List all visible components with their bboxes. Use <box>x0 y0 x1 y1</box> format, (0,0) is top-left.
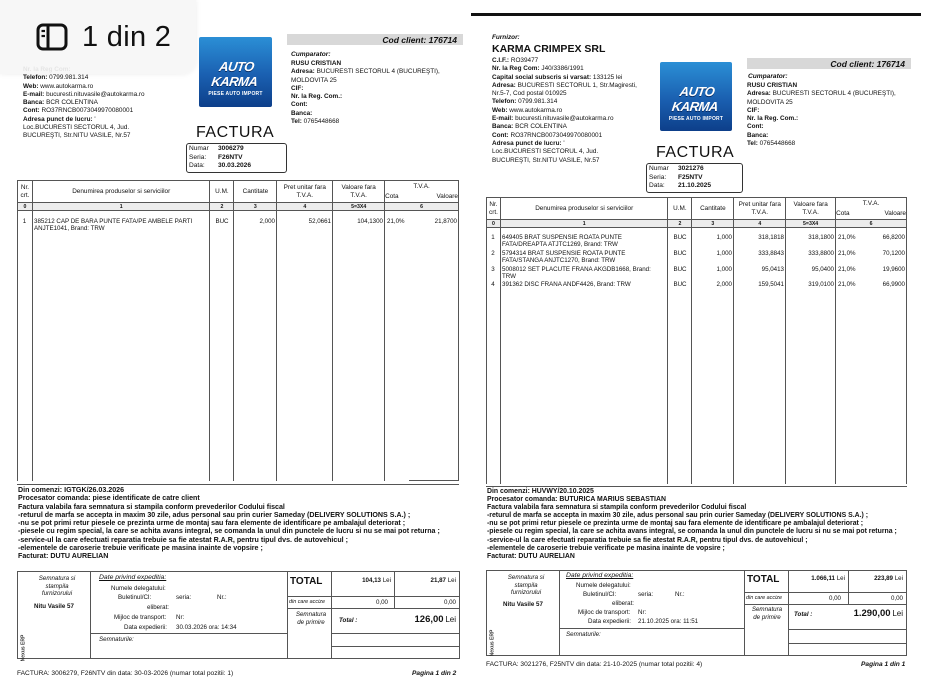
cell-tva: 66,8200 <box>882 234 905 241</box>
text-right-supplier-11-v: Loc.BUCURESTI SECTORUL 4, Jud. <box>492 148 599 156</box>
text-right-facturat: Facturat: DUTU AURELIAN <box>487 552 575 560</box>
text-right-furnizor_label: Furnizor: <box>492 34 520 41</box>
info-line <box>23 91 145 99</box>
text-left-supplier-1-v: 0799.981.314 <box>49 74 89 82</box>
buyer-block <box>291 60 440 126</box>
note-line: -returul de marfa se accepta in maxim 30 zile, adus personal sau prin curier Sameday (DELIVERY SOLUTIONS S.A.) ; <box>18 510 411 519</box>
info-line <box>492 65 637 73</box>
text-right-numar_label: Numar <box>649 165 669 172</box>
supplier-signature-label: Semnatura si stampila furnizorului <box>38 575 76 597</box>
text-right-total_val: 1.066,11 <box>811 575 835 582</box>
info-line <box>492 90 637 98</box>
info-line <box>23 107 145 115</box>
info-line <box>747 132 896 140</box>
cell-nr: 4 <box>491 281 495 289</box>
text-right-headers-3: Cantitate <box>692 198 734 220</box>
cell-val: 104,1300 <box>357 218 383 225</box>
info-line <box>492 148 637 156</box>
cod-client-bar: Cod client: 176714 <box>747 58 911 69</box>
text-right-buyer-1-v: BUCURESTI SECTORUL 4 (BUCUREŞTI), <box>772 90 896 98</box>
page-counter-text: 1 din 2 <box>82 20 172 53</box>
text-left-lei: Lei <box>445 615 456 624</box>
note-line: -service-ul la care efectuati reparatia trebuie sa fie atestat R.A.R, pentru tipul dvs. de autovehicul ; <box>18 535 348 544</box>
text-left-supplier-2-t: Web: <box>23 82 39 90</box>
text-left-buyer-5-t: Cont: <box>291 101 308 109</box>
table-row <box>486 281 907 288</box>
text-right-headers-7: Cota <box>836 210 859 220</box>
text-right-headers-5: Valoare fara T.V.A. <box>786 198 836 220</box>
work-point-label: Nitu Vasile 57 <box>34 603 74 610</box>
text-right-supplier-9-t: Cont: <box>492 131 509 139</box>
info-line <box>291 118 440 126</box>
text-left-colnums-1: 1 <box>32 203 209 211</box>
text-right-seria: F25NTV <box>678 173 703 181</box>
text-right-semn_prim: Semnatura de primire <box>751 606 783 621</box>
text-right-semnaturile: Semnaturile: <box>566 631 601 638</box>
text-right-data_exp_label: Data expedierii: <box>588 618 631 625</box>
text-right-total_tva: 223,89 <box>874 575 893 582</box>
text-right-headers-4: Pret unitar fara T.V.A. <box>734 198 786 220</box>
text-left-numele_del: Numele delegatului: <box>111 585 166 592</box>
nexus-erp-label: Nexus ERP <box>20 634 27 662</box>
text-right-buyer-4-t: Nr. la Reg. Com.: <box>747 115 799 123</box>
invoice-number-box <box>186 143 287 173</box>
text-right-eliberat: eliberat: <box>612 600 635 607</box>
cell-nr: 1 <box>491 234 495 241</box>
cell-cota: 21,0% <box>838 265 856 273</box>
cell-pu: 95,0413 <box>761 265 784 273</box>
text-left-seria_label: Seria: <box>189 153 207 161</box>
text-right-supplier-1-v: J40/3386/1991 <box>541 65 584 73</box>
info-line <box>291 110 440 118</box>
cell-tva: 66,9900 <box>882 281 905 289</box>
text-left-supplier-8-v: BUCUREŞTI, Str.NITU VASILE, Nr.57 <box>23 132 131 140</box>
text-left-colnums-5: 5=3X4 <box>333 203 385 211</box>
text-right-data: 21.10.2025 <box>678 182 712 189</box>
text-right-supplier-2-v: 133125 lei <box>592 73 623 81</box>
info-line <box>747 140 896 148</box>
text-right-lei: Lei <box>894 575 903 582</box>
text-left-supplier-5-t: Cont: <box>23 107 40 115</box>
cell-cant: 1,000 <box>716 265 732 273</box>
cell-val: 318,1800 <box>808 234 834 241</box>
text-left-numar: 3006279 <box>218 145 244 152</box>
company-logo <box>199 37 272 107</box>
col-tva-valoare: Valoare <box>409 193 459 203</box>
text-right-colnums-6: 6 <box>836 220 907 228</box>
invoice-number-box <box>646 163 743 193</box>
text-right-supplier-4-v: Nr.5-7, Cod postal 010925 <box>492 90 567 98</box>
info-line <box>291 93 440 101</box>
cell-cota: 21,0% <box>387 218 405 225</box>
text-right-din_care: din care accize <box>746 595 782 601</box>
text-right-din_comenzi: Din comenzi: HUVWY/20.10.2025 <box>487 488 594 495</box>
text-left-total2_label: Total : <box>339 617 358 624</box>
text-left-mijloc: Mijloc de transport: <box>114 614 167 621</box>
text-right-headers-6: T.V.A. <box>836 198 907 210</box>
text-left-buyer-2-v: MOLDOVITA 25 <box>291 76 337 84</box>
text-right-buyer-1-t: Adresa: <box>747 90 771 98</box>
note-line: -piesele cu regim special, la care se achita avans integral, se comanda la unul din punctele de lucru si nu se mai pot returna ; <box>18 527 440 536</box>
text-right-colnums-4: 4 <box>734 220 786 228</box>
col-um: U.M. <box>210 181 234 203</box>
text-left-supplier-6-t: Adresa punct de lucru: <box>23 115 93 123</box>
text-left-eliberat: eliberat: <box>147 604 170 611</box>
buyer-title: Cumparator: <box>748 73 788 80</box>
text-right-colnums-3: 3 <box>692 220 734 228</box>
text-right-headers-0: Nr. crt. <box>487 198 501 220</box>
page-indicator: Pagina 1 din 1 <box>861 661 906 668</box>
text-right-data_exp: 21.10.2025 ora: 11:51 <box>638 618 699 625</box>
cell-pu: 52,0661 <box>308 218 331 225</box>
cell-um: BUC <box>673 234 687 241</box>
text-left-supplier-7-v: Loc.BUCURESTI SECTORUL 4, Jud. <box>23 124 130 132</box>
text-left-lei: Lei <box>447 577 456 584</box>
text-right-buyer-6-t: Banca: <box>747 131 769 139</box>
note-line: Factura valabila fara semnatura si stampila conform prevederilor Codului fiscal <box>487 504 747 512</box>
cell-cota: 21,0% <box>838 281 856 289</box>
cell-nr: 1 <box>22 218 27 225</box>
text-right-buyer-0-v: RUSU CRISTIAN <box>747 82 798 89</box>
text-left-total_val: 104,13 <box>362 577 381 584</box>
cell-den: 385212 CAP DE BARA PUNTE FATA/PE AMBELE PARTI ANJTE1041, Brand: TRW <box>34 218 193 233</box>
cell-um: BUC <box>215 218 229 225</box>
text-right-supplier-6-t: Web: <box>492 106 508 114</box>
text-left-supplier-1-t: Telefon: <box>23 74 48 82</box>
info-line <box>492 123 637 131</box>
cell-tva: 70,1200 <box>882 249 905 257</box>
text-left-total_tva: 21,87 <box>430 577 446 584</box>
text-right-date_exp: Date privind expeditia: <box>566 572 634 579</box>
text-left-din_care: din care accize <box>289 599 325 605</box>
text-right-lei: Lei <box>836 575 845 582</box>
text-right-total2_label: Total : <box>794 611 813 618</box>
cell-cant: 2,000 <box>259 218 275 225</box>
supplier-block <box>492 57 637 165</box>
info-line <box>291 85 440 93</box>
info-line <box>492 74 637 82</box>
text-right-headers-8: Valoare <box>859 210 907 220</box>
text-right-supplier-5-v: 0799.981.314 <box>518 98 558 106</box>
text-left-acc2: 0,00 <box>443 599 456 606</box>
text-right-buyer-3-t: CIF: <box>747 106 760 114</box>
info-line <box>492 157 637 165</box>
text-right-buletin: Buletinul/CI: <box>583 591 617 598</box>
text-right-supplier-12-v: BUCUREŞTI, Str.NITU VASILE, Nr.57 <box>492 156 600 164</box>
text-left-data: 30.03.2026 <box>218 162 252 169</box>
text-right-logo-main: AUTO KARMA <box>670 84 719 114</box>
text-left-total2: 126,00 <box>414 614 444 625</box>
info-line <box>492 82 637 90</box>
page-counter-pill[interactable] <box>0 0 196 74</box>
text-left-buyer-0-v: RUSU CRISTIAN <box>291 60 342 67</box>
cell-pu: 318,1818 <box>758 234 784 241</box>
info-line <box>747 107 896 115</box>
text-left-supplier-4-t: Banca: <box>23 99 45 107</box>
cell-cant: 1,000 <box>716 249 732 257</box>
text-right-supplier-5-t: Telefon: <box>492 98 517 106</box>
table-row <box>486 234 907 249</box>
text-right-buyer-7-v: 0765448668 <box>759 140 796 148</box>
text-left-buyer-4-t: Nr. la Reg. Com.: <box>291 93 343 101</box>
col-valoare: Valoare fara T.V.A. <box>333 181 385 203</box>
text-right-supplier-9-v: RO37RNCB0073049970080001 <box>510 131 603 139</box>
text-left-logo-sub: PIESE AUTO IMPORT <box>208 91 263 97</box>
text-left-numar_label: Numar <box>189 145 209 152</box>
text-right-supplier-10-t: Adresa punct de lucru: <box>492 139 562 147</box>
company-logo <box>660 62 732 131</box>
cell-um: BUC <box>673 265 687 273</box>
info-line <box>23 99 145 107</box>
notes-block <box>18 486 463 561</box>
cell-tva: 21,8700 <box>434 218 457 225</box>
text-right-seria_bl: seria: <box>638 591 654 598</box>
text-right-supplier-8-v: BCR COLENTINA <box>515 123 567 131</box>
info-line <box>492 140 637 148</box>
info-line <box>747 90 896 98</box>
text-left-nr_bl: Nr.: <box>217 594 227 601</box>
col-tva: T.V.A. <box>385 181 459 193</box>
text-left-supplier-3-v: bucuresti.nituvasile@autokarma.ro <box>46 90 145 98</box>
text-left-colnums-6: 6 <box>385 203 459 211</box>
invoice-title: FACTURA <box>196 124 275 141</box>
items-list <box>486 234 907 290</box>
note-line: Factura valabila fara semnatura si stampila conform prevederilor Codului fiscal <box>18 502 285 511</box>
cell-val: 319,0100 <box>808 281 834 289</box>
text-left-mijloc_nr: Nr: <box>176 614 185 621</box>
note-line: -elementele de caroserie trebuie verificate pe masina inainte de vopsire ; <box>18 544 263 553</box>
text-left-data_exp: 30.03.2026 ora: 14:34 <box>176 624 237 631</box>
col-nr: Nr. crt. <box>18 181 33 203</box>
note-line: -nu se pot primi retur piesele ce prezinta urme de montaj sau fara elemente de identificare pe ambalajul deteriorat ; <box>18 519 406 528</box>
col-denumire: Denumirea produselor si serviciilor <box>32 181 209 203</box>
info-line <box>747 82 896 90</box>
note-line: -elementele de caroserie trebuie verificate pe masina inainte de vopsire ; <box>487 544 725 552</box>
text-right-lei: Lei <box>892 609 903 618</box>
invoice-title: FACTURA <box>656 144 735 161</box>
cell-den: 5008012 SET PLACUTE FRANA AKGDB1668, Brand: TRW <box>502 265 651 281</box>
info-line <box>492 115 637 123</box>
text-left-procesator: Procesator comanda: piese identificate de catre client <box>18 494 200 503</box>
col-cota: Cota <box>385 193 409 203</box>
text-left-seria: F26NTV <box>218 153 243 161</box>
text-right-buyer-2-v: MOLDOVITA 25 <box>747 98 793 106</box>
text-right-buyer-5-t: Cont: <box>747 123 764 131</box>
buyer-block <box>747 82 896 148</box>
text-left-data_exp_label: Data expedierii: <box>124 624 167 631</box>
table-row <box>17 218 459 233</box>
table-row <box>486 250 907 265</box>
table-row <box>486 266 907 281</box>
text-left-buletin: Buletinul/CI: <box>118 594 152 601</box>
text-left-date_exp: Date privind expeditia: <box>99 574 167 581</box>
text-right-supplier-0-t: C.I.F.: <box>492 57 510 64</box>
text-left-semnaturile: Semnaturile: <box>99 636 134 643</box>
cell-cant: 1,000 <box>716 234 732 241</box>
text-left-buyer-3-t: CIF: <box>291 84 304 92</box>
text-right-acc1: 0,00 <box>828 595 841 602</box>
text-right-supplier-6-v: www.autokarma.ro <box>509 106 563 114</box>
info-line <box>492 132 637 140</box>
note-line: -nu se pot primi retur piesele ce prezinta urme de montaj sau fara elemente de identificare pe ambalajul deteriorat ; <box>487 520 864 528</box>
text-right-numar: 3021276 <box>678 165 704 172</box>
text-left-logo-main: AUTO KARMA <box>210 59 259 89</box>
supplier-name: KARMA CRIMPEX SRL <box>492 43 606 55</box>
cell-um: BUC <box>673 249 687 257</box>
info-line <box>291 68 440 76</box>
text-right-colnums-1: 1 <box>500 220 667 228</box>
note-line: -returul de marfa se accepta in maxim 30 zile, adus personal sau prin curier Sameday (DELIVERY SOLUTIONS S.A.) ; <box>487 512 869 520</box>
cell-um: BUC <box>673 281 687 289</box>
text-left-supplier-3-t: E-mail: <box>23 90 45 98</box>
info-line <box>291 60 440 68</box>
notes-block <box>487 488 927 561</box>
info-line <box>23 74 145 82</box>
cell-den: 391362 DISC FRANA ANDF4426, Brand: TRW <box>502 281 631 289</box>
cell-den: 649405 BRAT SUSPENSIE ROATA PUNTE FATA/DREAPTA ATJTC1269, Brand: TRW <box>502 234 622 249</box>
text-right-procesator: Procesator comanda: BUTURICA MARIUS SEBASTIAN <box>487 496 666 504</box>
text-right-supplier-3-t: Adresa: <box>492 81 516 89</box>
cell-den: 5794314 BRAT SUSPENSIE ROATA PUNTE FATA/STANGA ANJTC1270, Brand: TRW <box>502 249 626 265</box>
info-line <box>291 101 440 109</box>
footer-text: FACTURA: 3006279, F26NTV din data: 30-03-2026 (numar total pozitii: 1) <box>17 670 234 677</box>
text-left-buyer-1-v: BUCURESTI SECTORUL 4 (BUCUREŞTI), <box>316 68 440 76</box>
text-left-semn_prim: Semnatura de primire <box>295 611 327 626</box>
text-left-colnums-0: 0 <box>18 203 33 211</box>
text-right-mijloc_nr: Nr: <box>638 609 647 616</box>
text-right-supplier-2-t: Capital social subscris si varsat: <box>492 73 592 81</box>
invoice-page-right <box>471 0 932 700</box>
info-line <box>23 116 145 124</box>
text-left-buyer-1-t: Adresa: <box>291 68 315 76</box>
text-left-buyer-7-v: 0765448668 <box>303 118 340 126</box>
text-right-total_label: TOTAL <box>747 574 780 585</box>
text-left-supplier-6-v: ' <box>94 115 96 123</box>
cell-pu: 333,8843 <box>758 249 784 257</box>
cell-nr: 2 <box>491 249 495 257</box>
info-line <box>23 83 145 91</box>
info-line <box>23 124 145 132</box>
text-left-colnums-4: 4 <box>277 203 333 211</box>
col-pret: Pret unitar fara T.V.A. <box>277 181 333 203</box>
text-right-supplier-1-t: Nr. la Reg Com: <box>492 65 540 73</box>
text-right-nexus: Nexus ERP <box>489 629 496 657</box>
text-left-supplier-5-v: RO37RNCB0073049970080001 <box>41 107 134 115</box>
text-left-buyer-6-t: Banca: <box>291 109 313 117</box>
text-right-semn_furn: Semnatura si stampila furnizorului <box>507 574 545 596</box>
text-right-logo-sub: PIESE AUTO IMPORT <box>668 116 724 122</box>
supplier-block <box>23 66 145 141</box>
info-line <box>492 57 637 65</box>
document-pages-icon <box>36 22 68 52</box>
text-right-supplier-0-v: RO39477 <box>510 57 539 64</box>
text-left-supplier-2-v: www.autokarma.ro <box>40 82 94 90</box>
text-right-supplier-8-t: Banca: <box>492 123 514 131</box>
note-line: -service-ul la care efectuati reparatia trebuie sa fie atestat R.A.R, pentru tipul dvs. de autovehicul ; <box>487 536 808 544</box>
text-right-buyer-7-t: Tel: <box>747 140 758 148</box>
text-left-buyer-7-t: Tel: <box>291 118 302 126</box>
text-left-total_label: TOTAL <box>290 576 323 587</box>
text-left-din_comenzi: Din comenzi: IGTGK/26.03.2026 <box>18 486 125 494</box>
items-list <box>17 218 459 234</box>
text-left-data_label: Data: <box>189 162 205 169</box>
note-line: -piesele cu regim special, la care se achita avans integral, se comanda la unul din punctele de lucru si nu se mai pot returna ; <box>487 528 897 536</box>
text-right-total2: 1.290,00 <box>853 608 891 619</box>
cell-val: 95,0400 <box>811 265 834 273</box>
page-indicator: Pagina 1 din 2 <box>412 670 457 677</box>
cell-val: 333,8800 <box>808 249 834 257</box>
text-right-colnums-2: 2 <box>668 220 692 228</box>
cell-cant: 2,000 <box>716 281 732 289</box>
text-left-supplier-4-v: BCR COLENTINA <box>46 99 98 107</box>
text-right-punct: Nitu Vasile 57 <box>503 601 543 608</box>
text-right-supplier-7-v: bucuresti.nituvasile@autokarma.ro <box>515 115 614 123</box>
cell-cota: 21,0% <box>838 234 856 241</box>
text-right-data_label: Data: <box>649 182 665 189</box>
text-right-acc2: 0,00 <box>890 595 903 602</box>
footer-text: FACTURA: 3021276, F25NTV din data: 21-10-2025 (numar total pozitii: 4) <box>486 661 703 668</box>
text-right-headers-2: U.M. <box>668 198 692 220</box>
cell-pu: 159,5041 <box>758 281 784 289</box>
info-line <box>747 99 896 107</box>
text-right-colnums-0: 0 <box>487 220 501 228</box>
cell-cota: 21,0% <box>838 249 856 257</box>
info-line <box>492 107 637 115</box>
text-left-lei: Lei <box>382 577 391 584</box>
text-left-colnums-2: 2 <box>210 203 234 211</box>
info-line <box>23 132 145 140</box>
text-left-facturat: Facturat: DUTU AURELIAN <box>18 552 109 561</box>
text-right-supplier-3-v: BUCURESTI SECTORUL 1, Str.Magiresti, <box>517 81 637 89</box>
text-left-seria_bl: seria: <box>176 594 192 601</box>
text-right-supplier-10-v: ' <box>563 139 565 147</box>
text-right-nr_bl: Nr.: <box>675 591 685 598</box>
info-line <box>747 115 896 123</box>
text-right-headers-1: Denumirea produselor si serviciilor <box>500 198 667 220</box>
text-right-supplier-7-t: E-mail: <box>492 115 514 123</box>
cod-client-bar: Cod client: 176714 <box>287 34 463 45</box>
text-left-acc1: 0,00 <box>375 599 388 606</box>
info-line <box>492 98 637 106</box>
text-right-numele_del: Numele delegatului: <box>576 582 631 589</box>
text-right-seria_label: Seria: <box>649 173 667 181</box>
buyer-title: Cumparator: <box>291 51 331 58</box>
text-left-colnums-3: 3 <box>234 203 277 211</box>
info-line <box>291 77 440 85</box>
col-cantitate: Cantitate <box>234 181 277 203</box>
text-right-mijloc: Mijloc de transport: <box>578 609 631 616</box>
info-line <box>747 123 896 131</box>
cell-nr: 3 <box>491 265 495 273</box>
text-right-colnums-5: 5=3X4 <box>786 220 836 228</box>
cell-tva: 19,9600 <box>882 265 905 273</box>
